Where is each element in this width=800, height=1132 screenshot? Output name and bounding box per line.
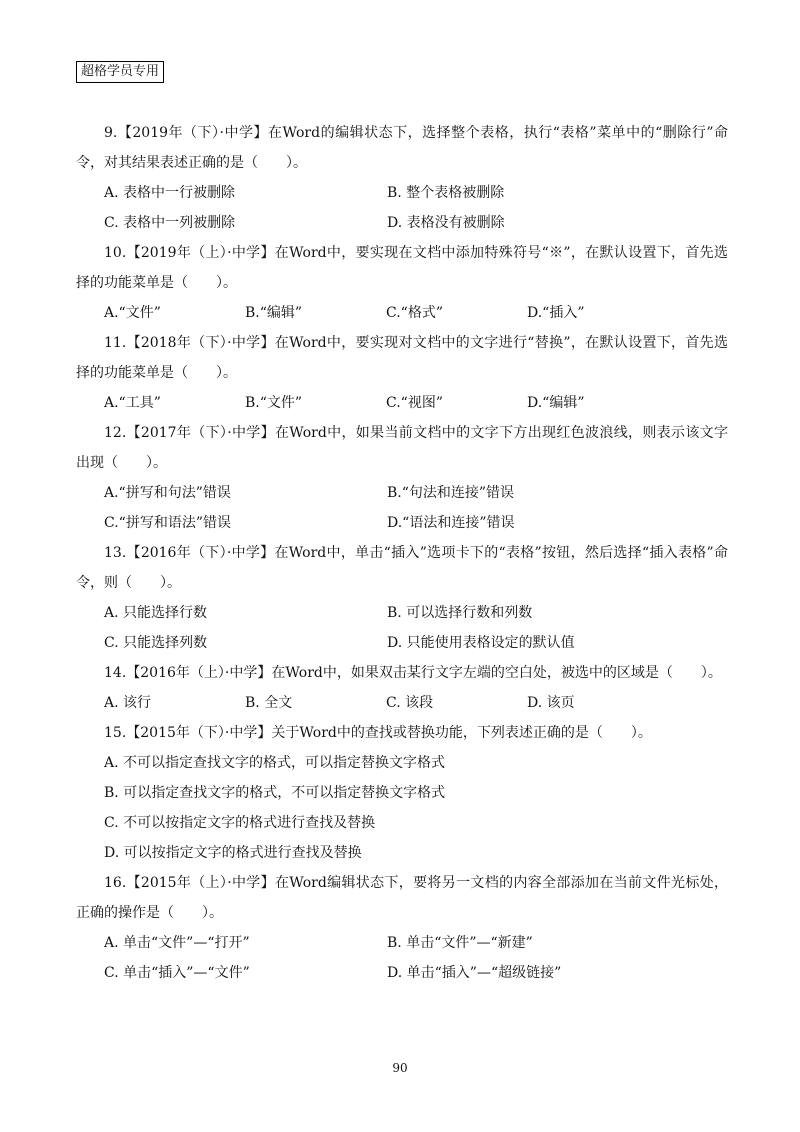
question-16 <box>76 868 728 988</box>
option-c: C. 表格中一列被删除 <box>104 215 236 231</box>
question-stem: 16.【2015年（上）·中学】在Word编辑状态下，要将另一文档的内容全部添加在当前文件光标处，正确的操作是（ ）。 <box>76 875 728 921</box>
question-list <box>76 118 728 988</box>
option-b: B. 可以选择行数和列数 <box>387 605 533 621</box>
question-15 <box>76 718 728 868</box>
option-b: B. 全文 <box>245 695 293 711</box>
option-b: B. 整个表格被删除 <box>387 185 505 201</box>
option-b: B. 单击“文件”—“新建” <box>387 935 533 951</box>
option-c: C.“视图” <box>386 395 443 411</box>
option-c: C. 该段 <box>386 695 434 711</box>
question-12 <box>76 418 728 538</box>
option-d: D.“编辑” <box>527 395 585 411</box>
option-d: D. 该页 <box>527 695 575 711</box>
question-14 <box>76 658 728 718</box>
option-c: C. 只能选择列数 <box>104 635 208 651</box>
option-b: B.“句法和连接”错误 <box>387 485 515 501</box>
page-number: 90 <box>392 1061 408 1075</box>
option-c: C.“拼写和语法”错误 <box>104 515 231 531</box>
question-11 <box>76 328 728 418</box>
options <box>76 388 728 418</box>
question-13 <box>76 538 728 658</box>
question-stem: 10.【2019年（上）·中学】在Word中，要实现在文档中添加特殊符号“※”，在默认设置下，首先选择的功能菜单是（ ）。 <box>76 245 728 291</box>
question-stem: 12.【2017年（下）·中学】在Word中，如果当前文档中的文字下方出现红色波浪线，则表示该文字出现（ ）。 <box>76 425 728 471</box>
option-d: D. 只能使用表格设定的默认值 <box>387 635 575 651</box>
option-a: A.“拼写和句法”错误 <box>104 485 231 501</box>
options <box>76 298 728 328</box>
question-stem: 11.【2018年（下）·中学】在Word中，要实现对文档中的文字进行“替换”，在默认设置下，首先选择的功能菜单是（ ）。 <box>76 335 728 381</box>
exclusive-badge: 超格学员专用 <box>76 61 164 83</box>
option-d: D. 可以按指定文字的格式进行查找及替换 <box>104 845 362 861</box>
options <box>76 478 728 538</box>
option-a: A. 表格中一行被删除 <box>104 185 236 201</box>
question-stem: 14.【2016年（上）·中学】在Word中，如果双击某行文字左端的空白处，被选中的区域是（ ）。 <box>104 665 722 681</box>
option-d: D.“语法和连接”错误 <box>387 515 515 531</box>
option-a: A. 单击“文件”—“打开” <box>104 935 250 951</box>
options <box>76 688 728 718</box>
options <box>76 748 728 868</box>
option-c: C. 不可以按指定文字的格式进行查找及替换 <box>104 815 376 831</box>
option-a: A. 只能选择行数 <box>104 605 208 621</box>
option-b: B.“文件” <box>245 395 303 411</box>
question-10 <box>76 238 728 328</box>
option-d: D. 单击“插入”—“超级链接” <box>387 965 562 981</box>
question-stem: 13.【2016年（下）·中学】在Word中，单击“插入”选项卡下的“表格”按钮，然后选择“插入表格”命令，则（ ）。 <box>76 545 728 591</box>
option-d: D. 表格没有被删除 <box>387 215 505 231</box>
question-stem: 9.【2019年（下）·中学】在Word的编辑状态下，选择整个表格，执行“表格”菜单中的“删除行”命令，对其结果表述正确的是（ ）。 <box>76 125 728 171</box>
question-9 <box>76 118 728 238</box>
options <box>76 928 728 988</box>
options <box>76 178 728 238</box>
option-a: A.“工具” <box>104 395 161 411</box>
option-b: B.“编辑” <box>245 305 303 321</box>
option-a: A. 该行 <box>104 695 152 711</box>
options <box>76 598 728 658</box>
option-a: A. 不可以指定查找文字的格式，可以指定替换文字格式 <box>104 755 446 771</box>
option-d: D.“插入” <box>527 305 585 321</box>
option-a: A.“文件” <box>104 305 161 321</box>
option-b: B. 可以指定查找文字的格式，不可以指定替换文字格式 <box>104 785 446 801</box>
question-stem: 15.【2015年（下）·中学】关于Word中的查找或替换功能，下列表述正确的是（ ）。 <box>104 725 652 741</box>
option-c: C. 单击“插入”—“文件” <box>104 965 250 981</box>
option-c: C.“格式” <box>386 305 443 321</box>
